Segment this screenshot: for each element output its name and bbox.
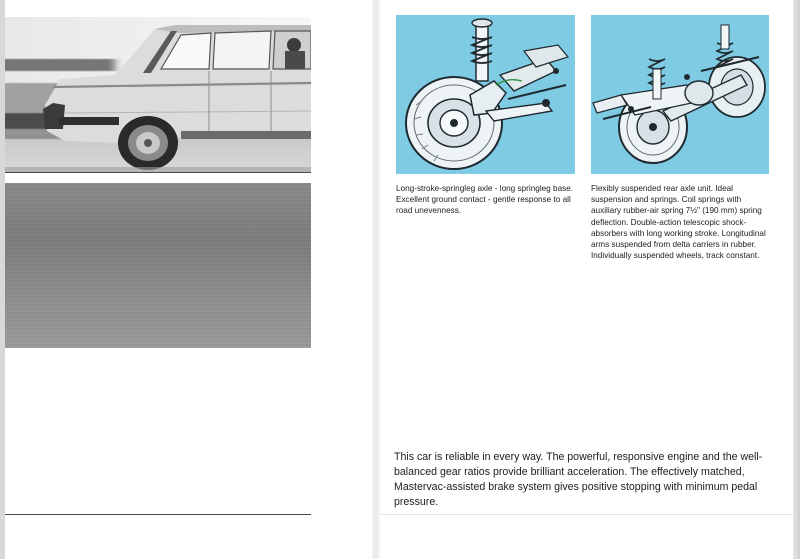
right-page-bottom-rule [380,514,793,515]
car-photo-graphic [5,17,311,172]
front-axle-caption: Long-stroke-springleg axle - long springleg base. Excellent ground contact - gentle response to all road unevenness. [396,184,574,216]
rear-axle-drawing [591,15,769,174]
rear-axle-caption: Flexibly suspended rear axle unit. Ideal suspension and springs. Coil springs with auxiliary rubber-air spring 7½" (190 mm) spring deflection. Double-action telescopic shock-absorbers with long working stroke. Longitudinal arms suspended from delta carriers in rubber. Individually suspended wheels, track constant. [591,184,766,261]
car-photo [5,17,311,172]
road-surface-photo [5,183,311,348]
book-gutter [372,0,380,559]
body-paragraph: This car is reliable in every way. The powerful, responsive engine and the well-balanced gear ratios provide brilliant acceleration. The effectively matched, Mastervac-assisted brake system gives positive stopping with minimum pedal pressure. [394,451,763,508]
car-photo-rule [5,172,311,173]
right-page-edge [793,0,800,559]
rear-axle-illustration [591,15,769,174]
front-axle-drawing [396,15,575,174]
front-axle-illustration [396,15,575,174]
left-page-bottom-rule [5,514,311,515]
